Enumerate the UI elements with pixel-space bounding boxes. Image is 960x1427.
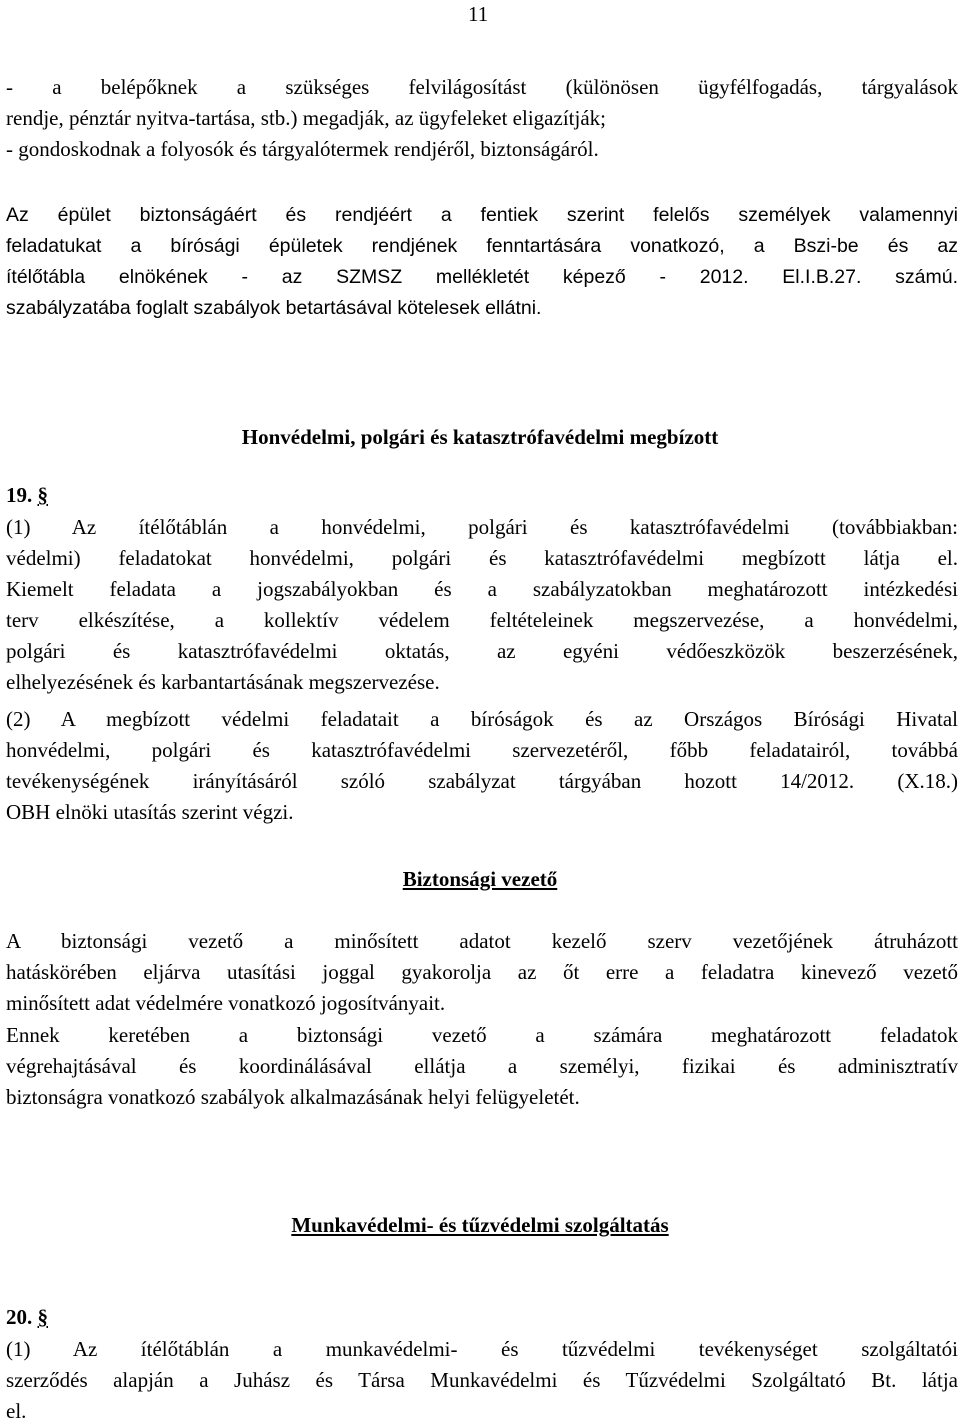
paragraph-line: (1) Az ítélőtáblán a honvédelmi, polgári és katasztrófavédelmi (továbbiakban: <box>6 515 958 539</box>
safety-paragraph-1 <box>6 1334 958 1427</box>
section-sign: § <box>37 1305 48 1329</box>
paragraph-line: terv elkészítése, a kollektív védelem feltételeinek megszervezése, a honvédelmi, <box>6 608 958 632</box>
paragraph-line: szabályzatába foglalt szabályok betartásával kötelesek ellátni. <box>6 297 542 319</box>
paragraph-line: Kiemelt feladata a jogszabályokban és a szabályzatokban meghatározott intézkedési <box>6 577 958 601</box>
paragraph-line: OBH elnöki utasítás szerint végzi. <box>6 800 294 824</box>
paragraph-line: védelmi) feladatokat honvédelmi, polgári és katasztrófavédelmi megbízott látja el. <box>6 546 958 570</box>
paragraph-line: feladatukat a bírósági épületek rendjének fenntartására vonatkozó, a Bszi-be és az <box>6 235 958 257</box>
paragraph-line: honvédelmi, polgári és katasztrófavédelmi szervezetéről, főbb feladatairól, továbbá <box>6 738 958 762</box>
intro-line: - a belépőknek a szükséges felvilágosítást (különösen ügyfélfogadás, tárgyalások <box>6 75 958 99</box>
section-heading-safety-text: Munkavédelmi- és tűzvédelmi szolgáltatás <box>291 1213 669 1237</box>
paragraph-line: ítélőtábla elnökének - az SZMSZ mellékletét képező - 2012. El.I.B.27. számú. <box>6 266 958 288</box>
defense-paragraph-2 <box>6 704 958 828</box>
building-paragraph <box>6 200 958 324</box>
paragraph-line: biztonságra vonatkozó szabályok alkalmazásának helyi felügyeletét. <box>6 1085 580 1109</box>
security-paragraph-2 <box>6 1020 958 1113</box>
paragraph-line: hatáskörében eljárva utasítási joggal gyakorolja az őt erre a feladatra kinevező vezető <box>6 960 958 984</box>
paragraph-line: A biztonsági vezető a minősített adatot kezelő szerv vezetőjének átruházott <box>6 929 958 953</box>
intro-list <box>6 72 958 165</box>
paragraph-line: el. <box>6 1399 27 1423</box>
paragraph-line: (2) A megbízott védelmi feladatait a bíróságok és az Országos Bírósági Hivatal <box>6 707 958 731</box>
paragraph-line: szerződés alapján a Juhász és Társa Munkavédelmi és Tűzvédelmi Szolgáltató Bt. látja <box>6 1368 958 1392</box>
defense-paragraph-1 <box>6 512 958 698</box>
section-number-19 <box>6 480 958 511</box>
section-heading-defense: Honvédelmi, polgári és katasztrófavédelmi megbízott <box>241 425 719 449</box>
paragraph-line: tevékenységének irányításáról szóló szabályzat tárgyában hozott 14/2012. (X.18.) <box>6 769 958 793</box>
paragraph-line: Ennek keretében a biztonsági vezető a számára meghatározott feladatok <box>6 1023 958 1047</box>
section-heading-security <box>0 864 960 895</box>
section-number-20 <box>6 1302 958 1333</box>
paragraph-line: elhelyezésének és karbantartásának megszervezése. <box>6 670 440 694</box>
section-number: 20. <box>6 1305 33 1329</box>
paragraph-line: polgári és katasztrófavédelmi oktatás, az egyéni védőeszközök beszerzésének, <box>6 639 958 663</box>
section-sign: § <box>37 483 48 507</box>
section-heading-security-text: Biztonsági vezető <box>402 867 558 891</box>
paragraph-line: végrehajtásával és koordinálásával ellátja a személyi, fizikai és adminisztratív <box>6 1054 958 1078</box>
section-number: 19. <box>6 483 33 507</box>
security-paragraph-1 <box>6 926 958 1019</box>
page-number: 11 <box>468 2 489 26</box>
intro-line: rendje, pénztár nyitva-tartása, stb.) megadják, az ügyfeleket eligazítják; <box>6 106 606 130</box>
paragraph-line: minősített adat védelmére vonatkozó jogosítványait. <box>6 991 446 1015</box>
intro-line: - gondoskodnak a folyosók és tárgyalótermek rendjéről, biztonságáról. <box>6 137 599 161</box>
paragraph-line: (1) Az ítélőtáblán a munkavédelmi- és tűzvédelmi tevékenységet szolgáltatói <box>6 1337 958 1361</box>
section-heading-safety <box>0 1210 960 1241</box>
paragraph-line: Az épület biztonságáért és rendjéért a fentiek szerint felelős személyek valamennyi <box>6 204 958 226</box>
